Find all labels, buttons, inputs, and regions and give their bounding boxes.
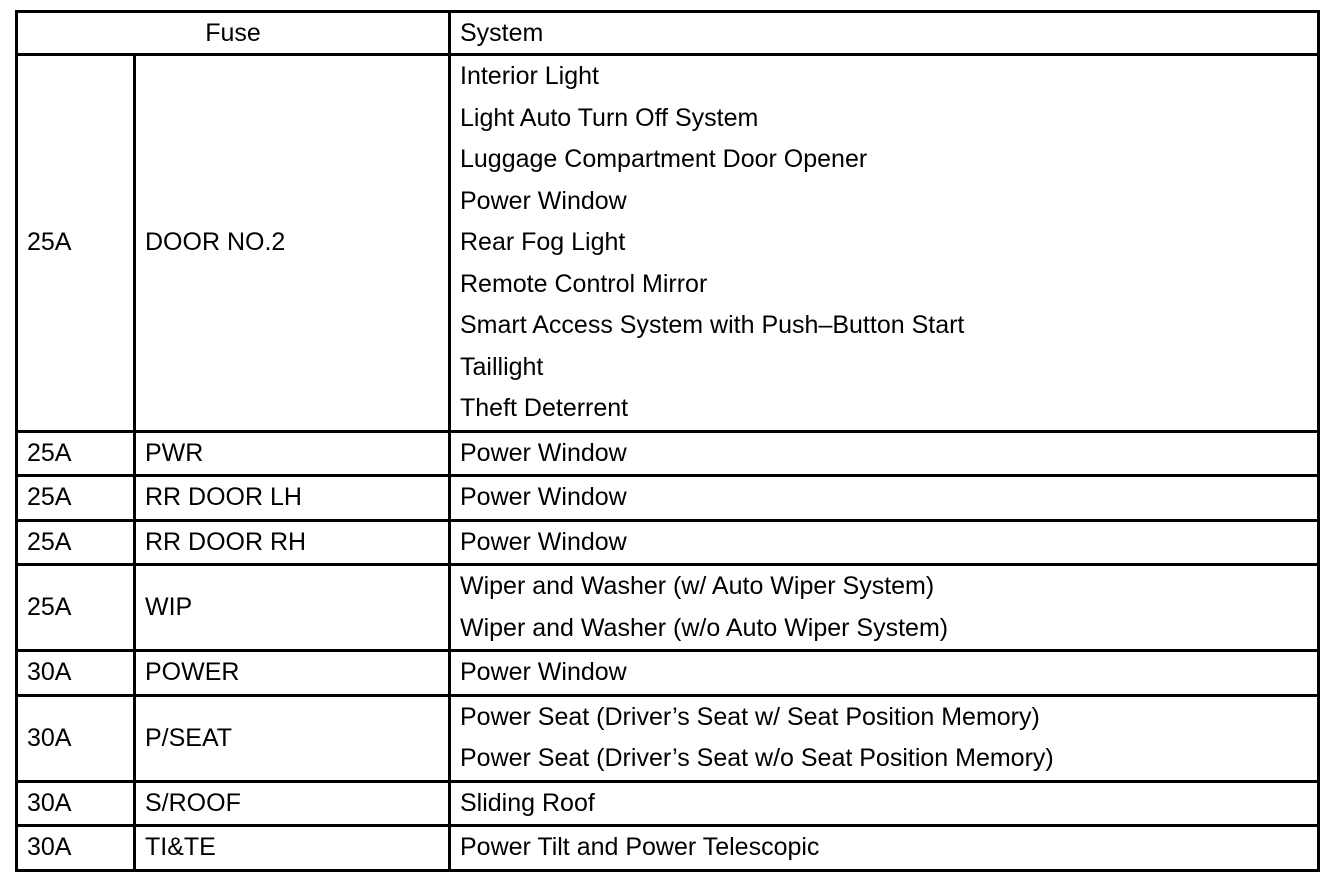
fuse-name: DOOR NO.2 (135, 55, 450, 432)
fuse-name: P/SEAT (135, 695, 450, 781)
system-item: Power Window (460, 186, 627, 215)
system-item: Sliding Roof (460, 788, 595, 817)
header-system: System (450, 12, 1319, 55)
fuse-systems (450, 431, 1319, 476)
system-item: Power Window (460, 438, 627, 467)
system-item: Luggage Compartment Door Opener (460, 145, 868, 173)
fuse-systems (450, 781, 1319, 826)
system-item: Wiper and Washer (w/o Auto Wiper System) (460, 613, 949, 642)
fuse-table (15, 10, 1320, 872)
fuse-name: PWR (135, 431, 450, 476)
fuse-amperage: 25A (17, 476, 135, 521)
fuse-amperage: 25A (17, 55, 135, 432)
system-item: Theft Deterrent (460, 394, 629, 422)
system-item: Remote Control Mirror (460, 269, 708, 298)
fuse-systems (450, 826, 1319, 871)
system-item: Light Auto Turn Off System (460, 103, 759, 132)
table-row (17, 781, 1319, 826)
fuse-name: RR DOOR RH (135, 520, 450, 565)
system-item: Taillight (460, 352, 544, 381)
system-item: Power Seat (Driver’s Seat w/o Seat Position Memory) (460, 744, 1054, 772)
system-item: Rear Fog Light (460, 228, 626, 256)
fuse-amperage: 30A (17, 826, 135, 871)
fuse-table-body (17, 55, 1319, 871)
system-item: Interior Light (460, 62, 599, 90)
fuse-systems (450, 565, 1319, 651)
system-item: Power Window (460, 527, 627, 556)
fuse-amperage: 25A (17, 520, 135, 565)
fuse-name: RR DOOR LH (135, 476, 450, 521)
header-row (17, 12, 1319, 55)
table-row (17, 565, 1319, 651)
fuse-systems (450, 695, 1319, 781)
table-row (17, 651, 1319, 696)
system-item: Power Window (460, 658, 627, 686)
table-row (17, 431, 1319, 476)
fuse-systems (450, 55, 1319, 432)
table-row (17, 476, 1319, 521)
system-item: Power Window (460, 483, 627, 511)
fuse-name: TI&TE (135, 826, 450, 871)
fuse-amperage: 30A (17, 781, 135, 826)
fuse-systems (450, 476, 1319, 521)
fuse-name: POWER (135, 651, 450, 696)
fuse-name: S/ROOF (135, 781, 450, 826)
fuse-systems (450, 520, 1319, 565)
system-item: Smart Access System with Push–Button Start (460, 311, 965, 339)
header-fuse: Fuse (17, 12, 450, 55)
table-row (17, 826, 1319, 871)
fuse-systems (450, 651, 1319, 696)
fuse-name: WIP (135, 565, 450, 651)
table-row (17, 55, 1319, 432)
table-row (17, 695, 1319, 781)
system-item: Wiper and Washer (w/ Auto Wiper System) (460, 572, 935, 600)
system-item: Power Seat (Driver’s Seat w/ Seat Position Memory) (460, 702, 1040, 731)
table-row (17, 520, 1319, 565)
fuse-amperage: 30A (17, 651, 135, 696)
fuse-amperage: 30A (17, 695, 135, 781)
system-item: Power Tilt and Power Telescopic (460, 833, 820, 861)
fuse-amperage: 25A (17, 565, 135, 651)
fuse-amperage: 25A (17, 431, 135, 476)
